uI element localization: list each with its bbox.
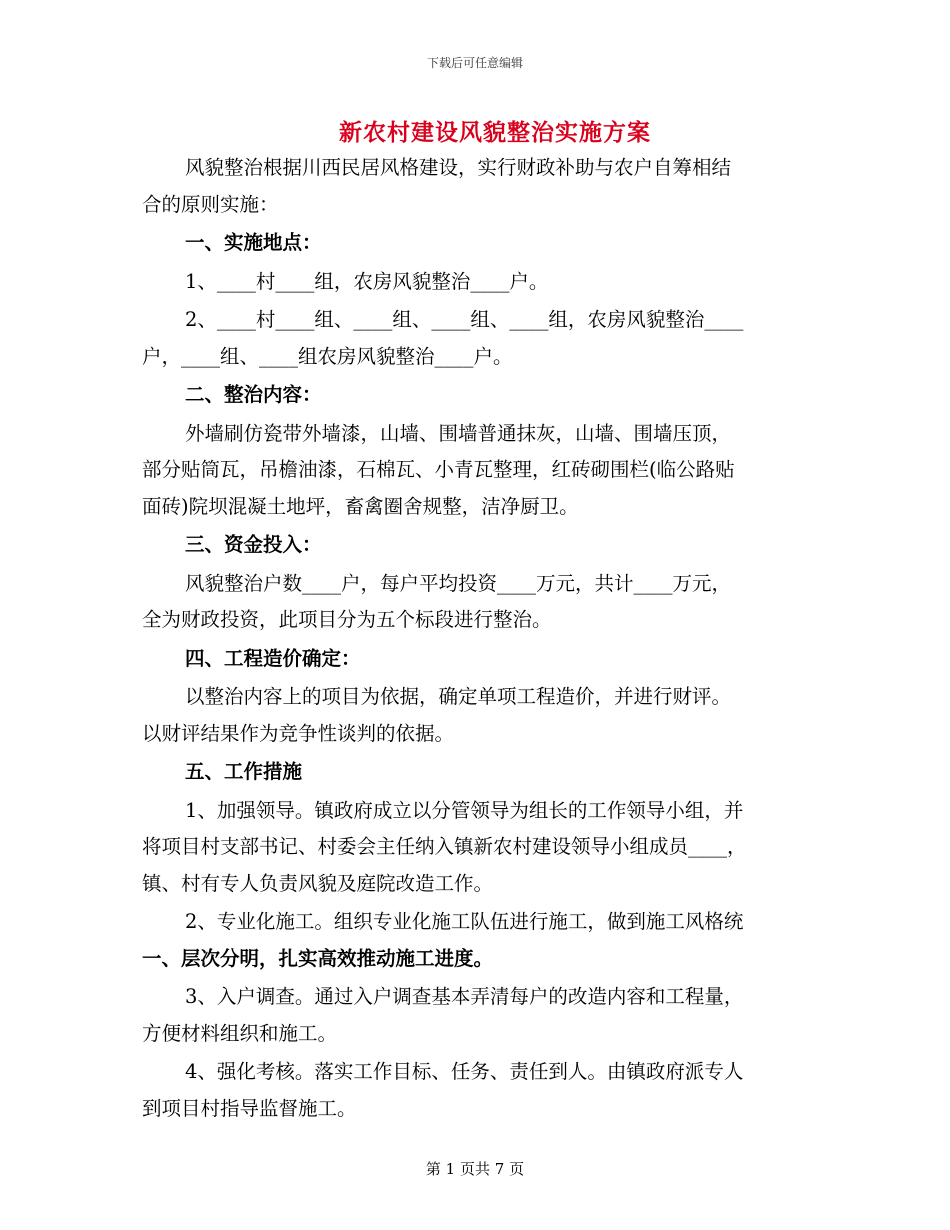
- body-line: 全为财政投资，此项目分为五个标段进行整治。: [142, 608, 552, 631]
- section-heading-cost: 四、工程造价确定：: [185, 646, 361, 670]
- body-line: 户，____组、____组农房风貌整治____户。: [142, 344, 513, 368]
- body-line: 3、入户调查。通过入户调查基本弄清每户的改造内容和工程量，: [185, 985, 744, 1008]
- body-line: 外墙刷仿瓷带外墙漆，山墙、围墙普通抹灰，山墙、围墙压顶，: [185, 421, 732, 445]
- section-heading-funding: 三、资金投入：: [185, 533, 322, 556]
- document-body: [142, 150, 812, 1127]
- body-line: 到项目村指导监督施工。: [142, 1096, 357, 1120]
- body-line: 将项目村支部书记、村委会主任纳入镇新农村建设领导小组成员____，: [142, 835, 747, 858]
- body-line: 风貌整治户数____户，每户平均投资____万元，共计____万元，: [185, 571, 732, 595]
- section-heading-content: 二、整治内容：: [185, 383, 322, 406]
- body-line: 2、专业化施工。组织专业化施工队伍进行施工，做到施工风格统: [185, 910, 744, 933]
- page-footer: 第 1 页共 7 页: [425, 1160, 525, 1178]
- body-line: 2、____村____组、____组、____组、____组，农房风貌整治____: [185, 308, 744, 331]
- body-line: 1、____村____组，农房风貌整治____户。: [185, 269, 549, 293]
- body-line: 镇、村有专人负责风貌及庭院改造工作。: [142, 871, 494, 895]
- body-line: 以财评结果作为竞争性谈判的依据。: [142, 721, 455, 745]
- document-title: 新农村建设风貌整治实施方案: [339, 119, 651, 146]
- header-note: 下载后可任意编辑: [426, 56, 523, 70]
- body-line-bold: 一、层次分明，扎实高效推动施工进度。: [142, 946, 494, 970]
- body-line: 1、加强领导。镇政府成立以分管领导为组长的工作领导小组，并: [185, 798, 744, 822]
- body-line: 合的原则实施：: [142, 192, 279, 216]
- section-heading-measures: 五、工作措施: [185, 760, 303, 783]
- section-heading-location: 一、实施地点：: [185, 231, 322, 254]
- body-line: 风貌整治根据川西民居风格建设，实行财政补助与农户自筹相结: [185, 156, 732, 179]
- body-line: 面砖)院坝混凝土地坪，畜禽圈舍规整，洁净厨卫。: [142, 494, 579, 518]
- body-line: 方便材料组织和施工。: [142, 1021, 338, 1045]
- body-line: 部分贴筒瓦，吊檐油漆，石棉瓦、小青瓦整理，红砖砌围栏(临公路贴: [142, 458, 735, 481]
- body-line: 4、强化考核。落实工作目标、任务、责任到人。由镇政府派专人: [185, 1060, 744, 1083]
- body-line: 以整治内容上的项目为依据，确定单项工程造价，并进行财评。: [185, 685, 732, 708]
